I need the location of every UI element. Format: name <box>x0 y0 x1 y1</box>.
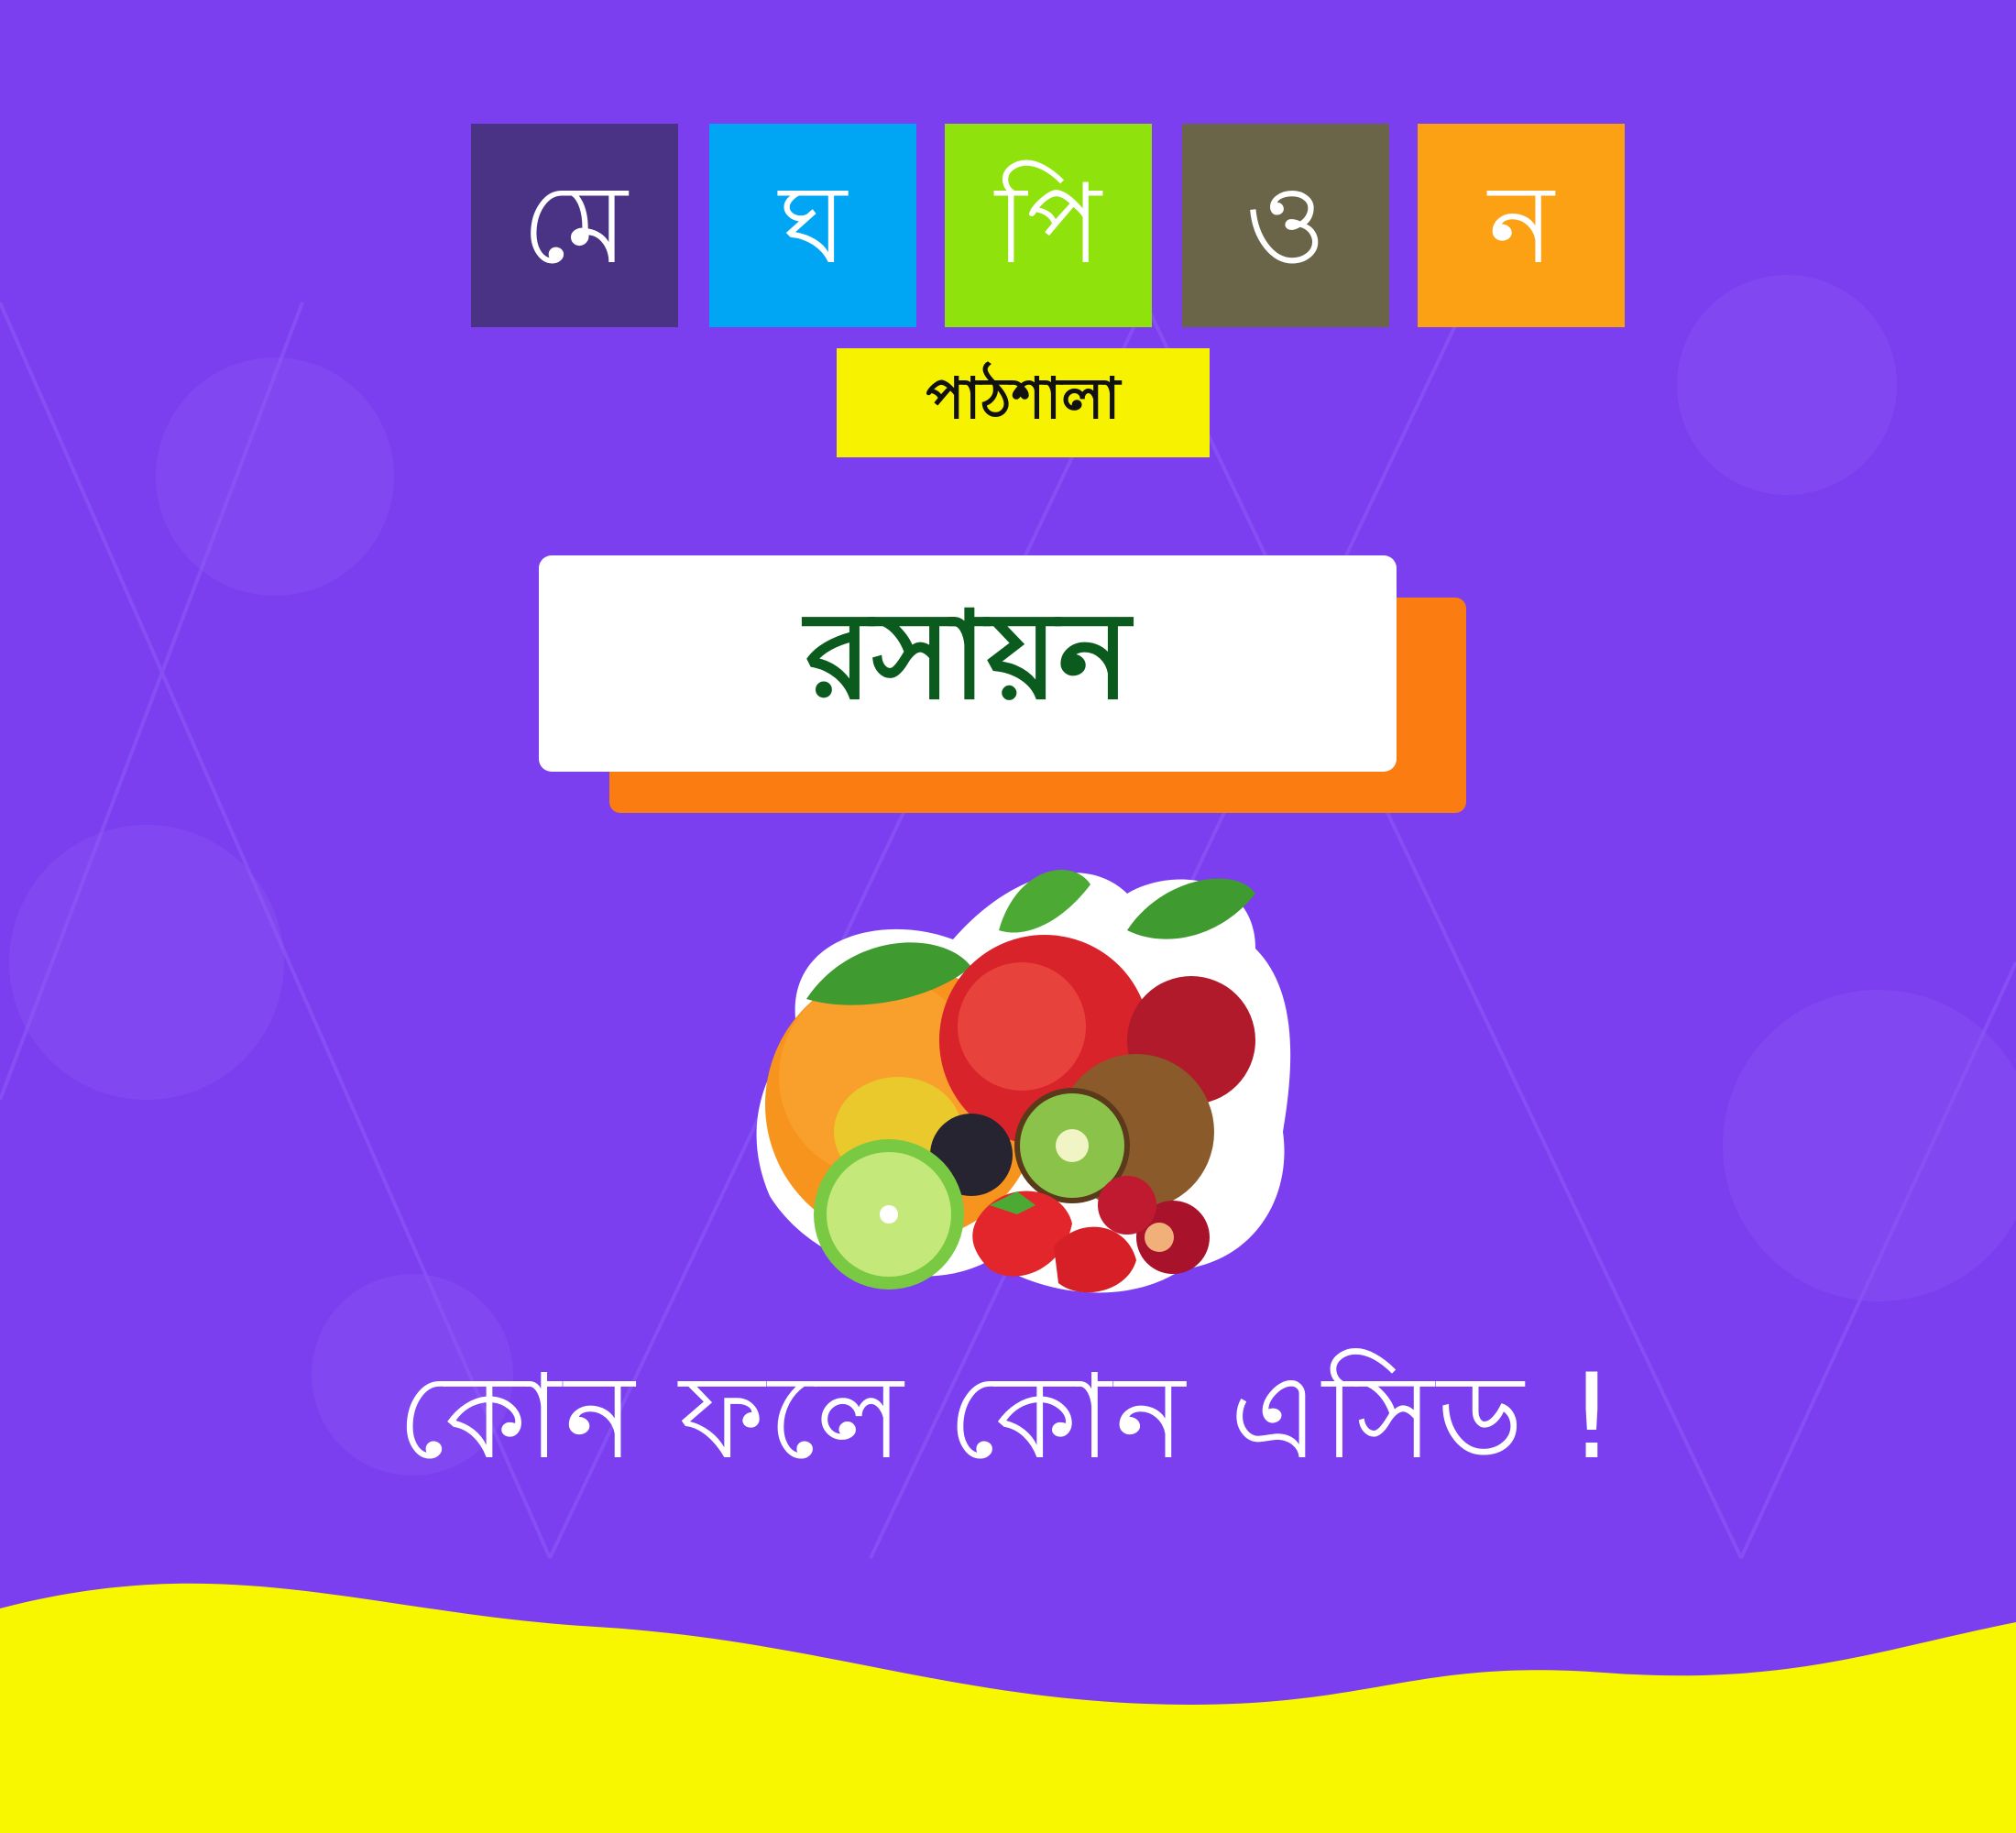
bottom-wave <box>0 1558 2016 1833</box>
logo-letter-2: ঘ <box>778 161 848 289</box>
logo-tile-3 <box>945 124 1152 327</box>
logo-tile-2 <box>709 124 916 327</box>
brand-subtitle: পাঠশালা <box>837 348 1210 457</box>
logo-letter-4: ও <box>1244 161 1327 289</box>
subject-banner <box>539 555 1397 772</box>
fruit-illustration <box>742 829 1310 1311</box>
logo-tile-5 <box>1418 124 1625 327</box>
subject-title: রসায়ন <box>805 586 1131 727</box>
logo-letter-1: মে <box>521 161 628 289</box>
logo-tile-1 <box>471 124 678 327</box>
logo-tile-4 <box>1182 124 1389 327</box>
logo-letter-3: পি <box>995 161 1101 289</box>
logo-letter-5: ন <box>1488 161 1554 289</box>
headline: কোন ফলে কোন এসিড ! <box>397 1349 1619 1486</box>
